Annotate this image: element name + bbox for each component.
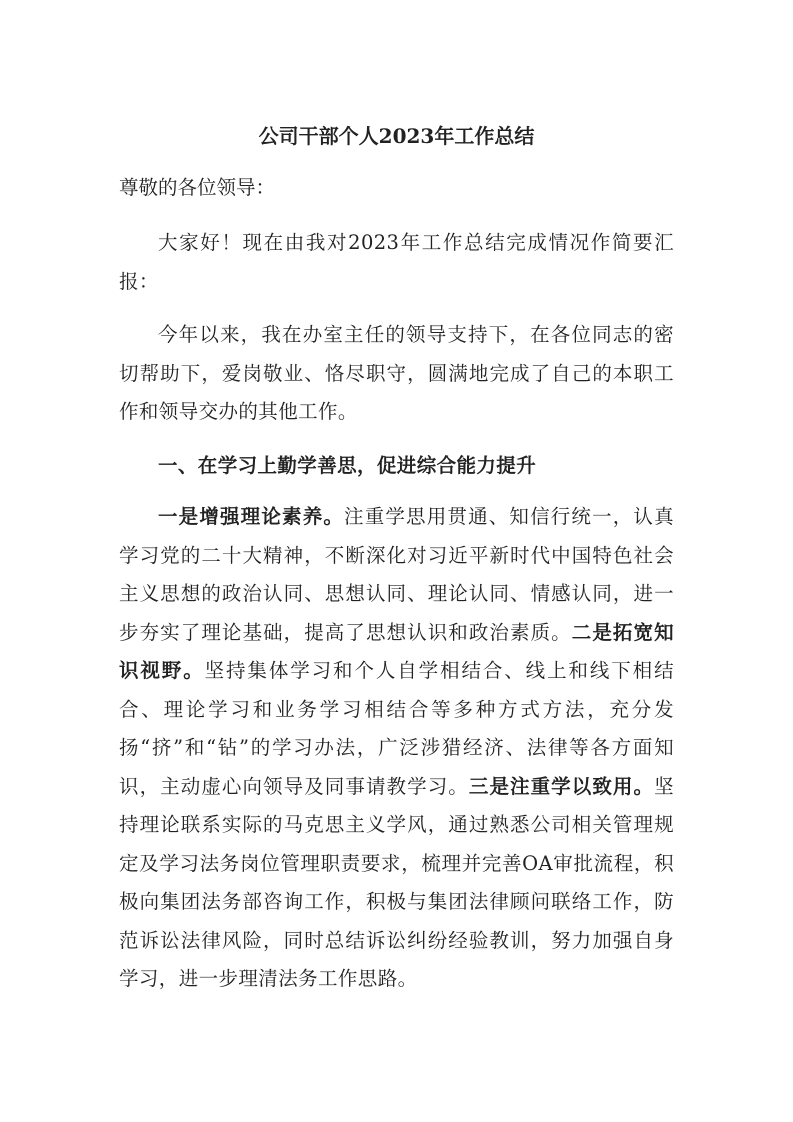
point-3-text: 坚持理论联系实际的马克思主义学风，通过熟悉公司相关管理规定及学习法务岗位管理职责要求，梳理并完善OA审批流程，积极向集团法务部咨询工作，积极与集团法律顾问联络工作，防范诉讼法律风险，同时总结诉讼纠纷经验教训，努力加强自身学习，进一步理清法务工作思路。 — [119, 774, 674, 990]
section-paragraph — [119, 498, 674, 999]
section-heading: 一、在学习上勤学善思，促进综合能力提升 — [158, 453, 537, 477]
point-2-text: 坚持集体学习和个人自学相结合、线上和线下相结合、理论学习和业务学习相结合等多种方式方法，充分发扬“挤”和“钻”的学习办法，广泛涉猎经济、法律等各方面知识，主动虚心向领导及同事请教学习。 — [119, 659, 674, 798]
paragraph-summary: 今年以来，我在办室主任的领导支持下，在各位同志的密切帮助下，爱岗敬业、恪尽职守，圆满地完成了自己的本职工作和领导交办的其他工作。 — [119, 323, 674, 423]
point-3-title: 三是注重学以致用。 — [468, 774, 655, 798]
document-body — [119, 224, 674, 999]
document-title: 公司干部个人2023年工作总结 — [258, 124, 535, 148]
salutation: 尊敬的各位领导： — [119, 176, 276, 199]
point-2-title: 二是拓宽知识视野。 — [119, 620, 674, 682]
paragraph-intro: 大家好！现在由我对2023年工作总结完成情况作简要汇报： — [119, 231, 674, 293]
point-1-text: 注重学思用贯通、知信行统一，认真学习党的二十大精神，不断深化对习近平新时代中国特色社会主义思想的政治认同、思想认同、理论认同、情感认同，进一步夯实了理论基础，提高了思想认识和政治素质。 — [119, 505, 674, 644]
point-1-title: 一是增强理论素养。 — [158, 505, 345, 528]
